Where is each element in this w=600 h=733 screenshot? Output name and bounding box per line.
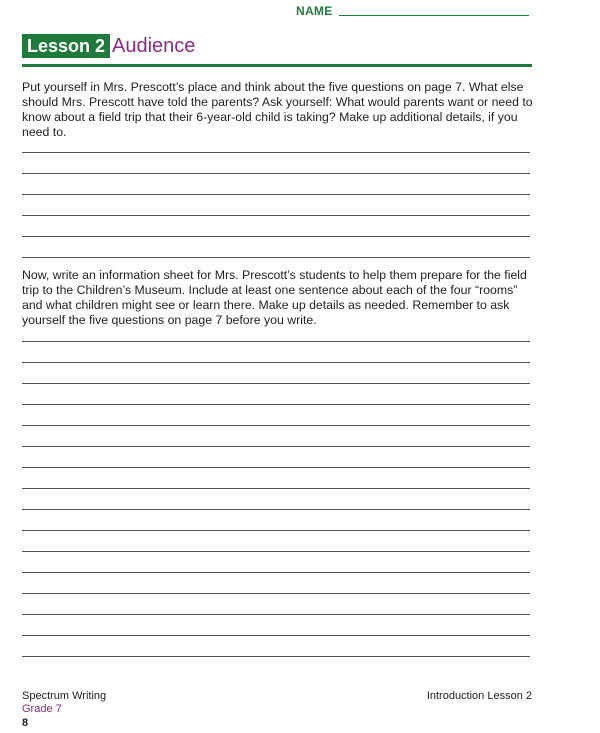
footer-left — [22, 690, 106, 730]
writing-line[interactable] — [22, 572, 530, 573]
writing-line[interactable] — [22, 551, 530, 552]
writing-line[interactable] — [22, 614, 530, 615]
writing-line[interactable] — [22, 467, 530, 468]
writing-line[interactable] — [22, 446, 530, 447]
name-input-line[interactable] — [339, 15, 529, 16]
writing-line[interactable] — [22, 236, 530, 237]
footer-grade: Grade 7 — [22, 703, 62, 715]
writing-line[interactable] — [22, 656, 530, 657]
footer-section: Introduction Lesson 2 — [426, 690, 532, 702]
page-number: 8 — [22, 717, 29, 729]
lesson-badge: Lesson 2 — [22, 34, 110, 58]
writing-line[interactable] — [22, 593, 530, 594]
writing-line[interactable] — [22, 152, 530, 153]
writing-line[interactable] — [22, 194, 530, 195]
writing-line[interactable] — [22, 530, 530, 531]
name-label: NAME — [296, 4, 333, 18]
name-field-row — [296, 4, 529, 18]
prompt-1: Put yourself in Mrs. Prescott’s place and think about the five questions on page 7. What else should Mrs. Prescott have told the parents? Ask yourself: What would parents want or need to know about a field trip that their 6-year-old child is taking? Make up additional details, if you need to. — [22, 80, 533, 139]
writing-line[interactable] — [22, 173, 530, 174]
prompt-2: Now, write an information sheet for Mrs. Prescott’s students to help them prepare for the field trip to the Children’s Museum. Include at least one sentence about each of the four “rooms” and what children might see or learn there. Make up details as needed. Remember to ask yourself the five questions on page 7 before you write. — [22, 268, 527, 327]
writing-line[interactable] — [22, 509, 530, 510]
lesson-title: Audience — [112, 35, 196, 57]
writing-line[interactable] — [22, 404, 530, 405]
lesson-header — [22, 34, 532, 67]
writing-line[interactable] — [22, 215, 530, 216]
writing-line[interactable] — [22, 257, 530, 258]
writing-line[interactable] — [22, 635, 530, 636]
writing-line[interactable] — [22, 362, 530, 363]
writing-line[interactable] — [22, 341, 530, 342]
writing-line[interactable] — [22, 425, 530, 426]
writing-line[interactable] — [22, 383, 530, 384]
footer-series: Spectrum Writing — [22, 690, 107, 702]
writing-line[interactable] — [22, 488, 530, 489]
